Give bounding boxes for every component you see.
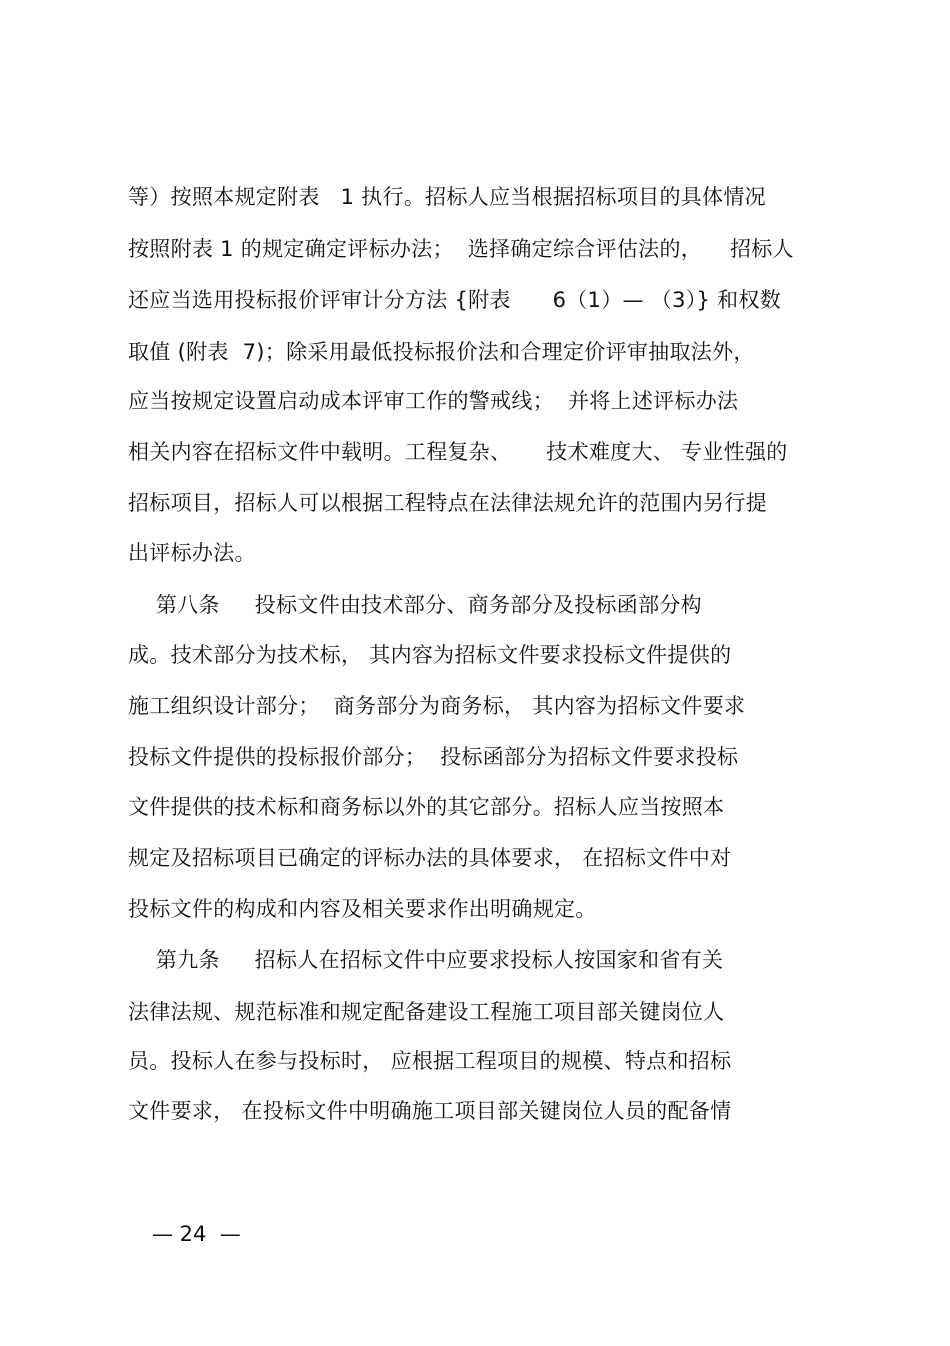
text-line: 施工组织设计部分； 商务部分为商务标， 其内容为招标文件要求 <box>128 694 746 718</box>
article-8-heading-line: 第八条 投标文件由技术部分、商务部分及投标函部分构 <box>128 593 702 617</box>
text-line: 出评标办法。 <box>128 541 256 565</box>
text-line: 应当按规定设置启动成本评审工作的警戒线； 并将上述评标办法 <box>128 389 739 413</box>
page-number: — 24 — <box>152 1222 241 1246</box>
article-9-heading-line: 第九条 招标人在招标文件中应要求投标人按国家和省有关 <box>128 948 724 972</box>
text-line: 规定及招标项目已确定的评标办法的具体要求， 在招标文件中对 <box>128 846 732 870</box>
text-line: 员。投标人在参与投标时， 应根据工程项目的规模、特点和招标 <box>128 1049 732 1073</box>
text-line: 等）按照本规定附表 1 执行。招标人应当根据招标项目的具体情况 <box>128 185 766 209</box>
text-line: 按照附表 1 的规定确定评标办法； 选择确定综合评估法的， 招标人 <box>128 237 794 261</box>
text-line: 法律法规、规范标准和规定配备建设工程施工项目部关键岗位人 <box>128 1000 725 1024</box>
text-line: 投标文件的构成和内容及相关要求作出明确规定。 <box>128 897 597 921</box>
text-line: 文件要求， 在投标文件中明确施工项目部关键岗位人员的配备情 <box>128 1099 732 1123</box>
text-line: 成。技术部分为技术标， 其内容为招标文件要求投标文件提供的 <box>128 643 732 667</box>
text-line: 招标项目，招标人可以根据工程特点在法律法规允许的范围内另行提 <box>128 491 767 515</box>
text-line: 投标文件提供的投标报价部分； 投标函部分为招标文件要求投标 <box>128 745 739 769</box>
text-line: 相关内容在招标文件中载明。工程复杂、 技术难度大、 专业性强的 <box>128 440 788 464</box>
text-line: 文件提供的技术标和商务标以外的其它部分。招标人应当按照本 <box>128 795 725 819</box>
text-line: 还应当选用投标报价评审计分方法 {附表 6（1）— （3）} 和权数 <box>128 288 782 312</box>
text-line: 取值 (附表 7)；除采用最低投标报价法和合理定价评审抽取法外， <box>128 340 755 364</box>
